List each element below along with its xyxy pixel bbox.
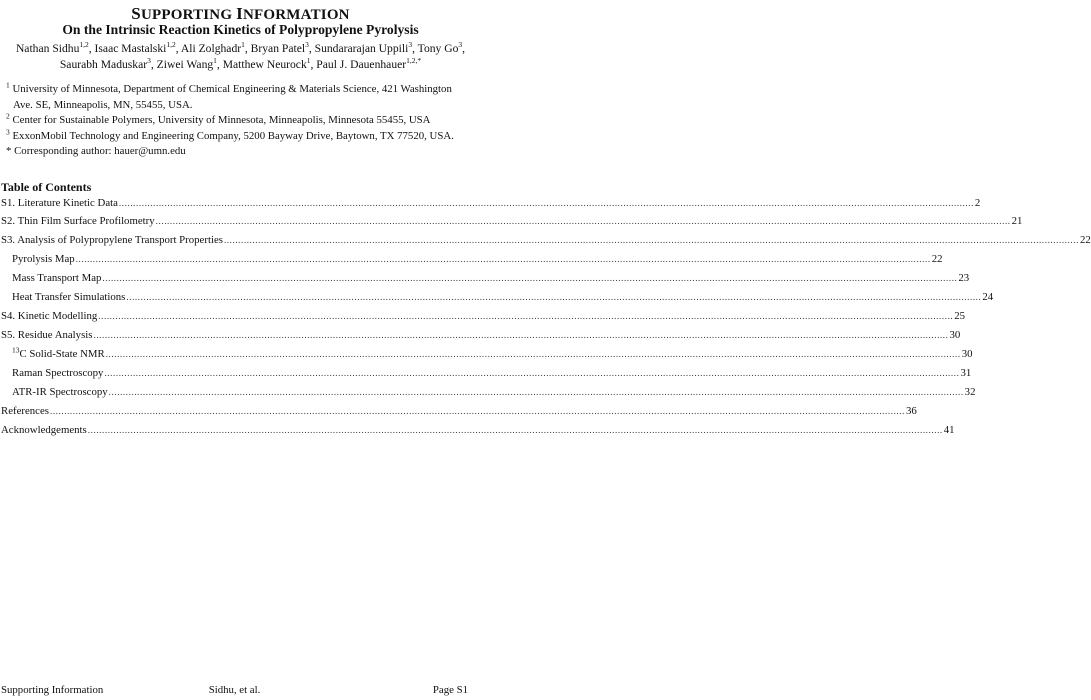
author: Paul J. Dauenhauer$^{1,2,*}$ xyxy=(316,56,422,71)
dot-leader: ............................................................................................................................................................................................................................................................................................................ xyxy=(223,235,1079,245)
toc-subentry[interactable]: Heat Transfer Simulations ............................................................................................................................................................................................................................................................................................................ 24 xyxy=(12,291,994,303)
title-part: I xyxy=(236,4,243,23)
dot-leader: ............................................................................................................................................................................................................................................................................................................ xyxy=(118,198,974,208)
author: Saurabh Maduskar$^3$ xyxy=(59,56,151,71)
title-part: UPPORTING xyxy=(140,7,237,23)
document-title xyxy=(0,4,481,24)
dot-leader: ............................................................................................................................................................................................................................................................................................................ xyxy=(87,425,943,435)
dot-leader: ............................................................................................................................................................................................................................................................................................................ xyxy=(126,292,982,302)
dot-leader: ............................................................................................................................................................................................................................................................................................................ xyxy=(155,216,1011,226)
toc-subentry[interactable]: Mass Transport Map ............................................................................................................................................................................................................................................................................................................ 23 xyxy=(12,272,970,284)
dot-leader: ............................................................................................................................................................................................................................................................................................................ xyxy=(49,406,905,416)
affiliation: $^3$ ExxonMobil Technology and Engineering Company, 5200 Bayway Drive, Baytown, TX 77520, USA. xyxy=(6,127,454,142)
toc-subentry[interactable]: $^{13}$C Solid-State NMR ............................................................................................................................................................................................................................................................................................................ 30 xyxy=(12,345,973,360)
toc-subentry[interactable]: Pyrolysis Map ............................................................................................................................................................................................................................................................................................................ 22 xyxy=(12,253,943,265)
toc-subentry[interactable]: Raman Spectroscopy ............................................................................................................................................................................................................................................................................................................ 31 xyxy=(12,367,972,379)
toc-entry[interactable]: S4. Kinetic Modelling ............................................................................................................................................................................................................................................................................................................ 25 xyxy=(1,310,966,322)
toc-entry[interactable]: S1. Literature Kinetic Data ............................................................................................................................................................................................................................................................................................................ 2 xyxy=(1,197,981,209)
title-part: S xyxy=(131,4,141,23)
dot-leader: ............................................................................................................................................................................................................................................................................................................ xyxy=(102,273,958,283)
toc-heading: Table of Contents xyxy=(1,180,92,194)
author: Sundararajan Uppili$^3$ xyxy=(314,40,413,55)
toc-entry[interactable]: Acknowledgements ............................................................................................................................................................................................................................................................................................................ 41 xyxy=(1,424,955,436)
footer-center: Sidhu, et al. xyxy=(208,684,261,696)
dot-leader: ............................................................................................................................................................................................................................................................................................................ xyxy=(93,330,949,340)
affiliations xyxy=(6,82,476,160)
dot-leader: ............................................................................................................................................................................................................................................................................................................ xyxy=(108,387,964,397)
author: Nathan Sidhu$^{1,2}$ xyxy=(15,40,89,55)
dot-leader: ............................................................................................................................................................................................................................................................................................................ xyxy=(104,368,960,378)
corresponding-author: * Corresponding author: hauer@umn.edu xyxy=(6,145,186,158)
author: Isaac Mastalski$^{1,2}$ xyxy=(94,40,176,55)
author: Ali Zolghadr$^1$ xyxy=(180,40,245,55)
footer-left: Supporting Information xyxy=(1,684,104,696)
toc-entry[interactable]: S3. Analysis of Polypropylene Transport Properties ............................................................................................................................................................................................................................................................................................................ 22 xyxy=(1,234,1091,246)
toc-entry[interactable]: References ............................................................................................................................................................................................................................................................................................................ 36 xyxy=(1,405,917,417)
toc-entry[interactable]: S2. Thin Film Surface Profilometry ............................................................................................................................................................................................................................................................................................................ 21 xyxy=(1,215,1023,227)
affiliation: $^1$ University of Minnesota, Department of Chemical Engineering & Materials Science, 421 Washington xyxy=(6,80,452,95)
dot-leader: ............................................................................................................................................................................................................................................................................................................ xyxy=(105,349,961,359)
toc-subentry[interactable]: ATR-IR Spectroscopy ............................................................................................................................................................................................................................................................................................................ 32 xyxy=(12,386,976,398)
author: Ziwei Wang$^1$ xyxy=(156,56,217,71)
toc-entry[interactable]: S5. Residue Analysis ............................................................................................................................................................................................................................................................................................................ 30 xyxy=(1,329,961,341)
footer-page-number: Page S1 xyxy=(432,684,468,696)
author-list: Nathan Sidhu$^{1,2}$, Isaac Mastalski$^{1,2}$, Ali Zolghadr$^1$, Bryan Patel$^3$, Sundararajan Uppili$^3$, Tony Go$^3$, Saurabh Maduskar$^3$, Ziwei Wang$^1$, Matthew Neurock$^1$, Paul J. Dauenhauer$^{1,2,*}$ xyxy=(15,40,466,71)
title-part: NFORMATION xyxy=(243,7,350,23)
author: Matthew Neurock$^1$ xyxy=(222,56,311,71)
affiliation: $^2$ Center for Sustainable Polymers, University of Minnesota, Minneapolis, Minnesota 55455, USA xyxy=(6,111,431,127)
author: Tony Go$^3$ xyxy=(417,40,463,55)
dot-leader: ............................................................................................................................................................................................................................................................................................................ xyxy=(98,311,954,321)
author: Bryan Patel$^3$ xyxy=(250,40,309,55)
dot-leader: ............................................................................................................................................................................................................................................................................................................ xyxy=(75,254,931,264)
affiliation-continued: Ave. SE, Minneapolis, MN, 55455, USA. xyxy=(13,98,193,111)
paper-subtitle: On the Intrinsic Reaction Kinetics of Polypropylene Pyrolysis xyxy=(62,22,419,37)
